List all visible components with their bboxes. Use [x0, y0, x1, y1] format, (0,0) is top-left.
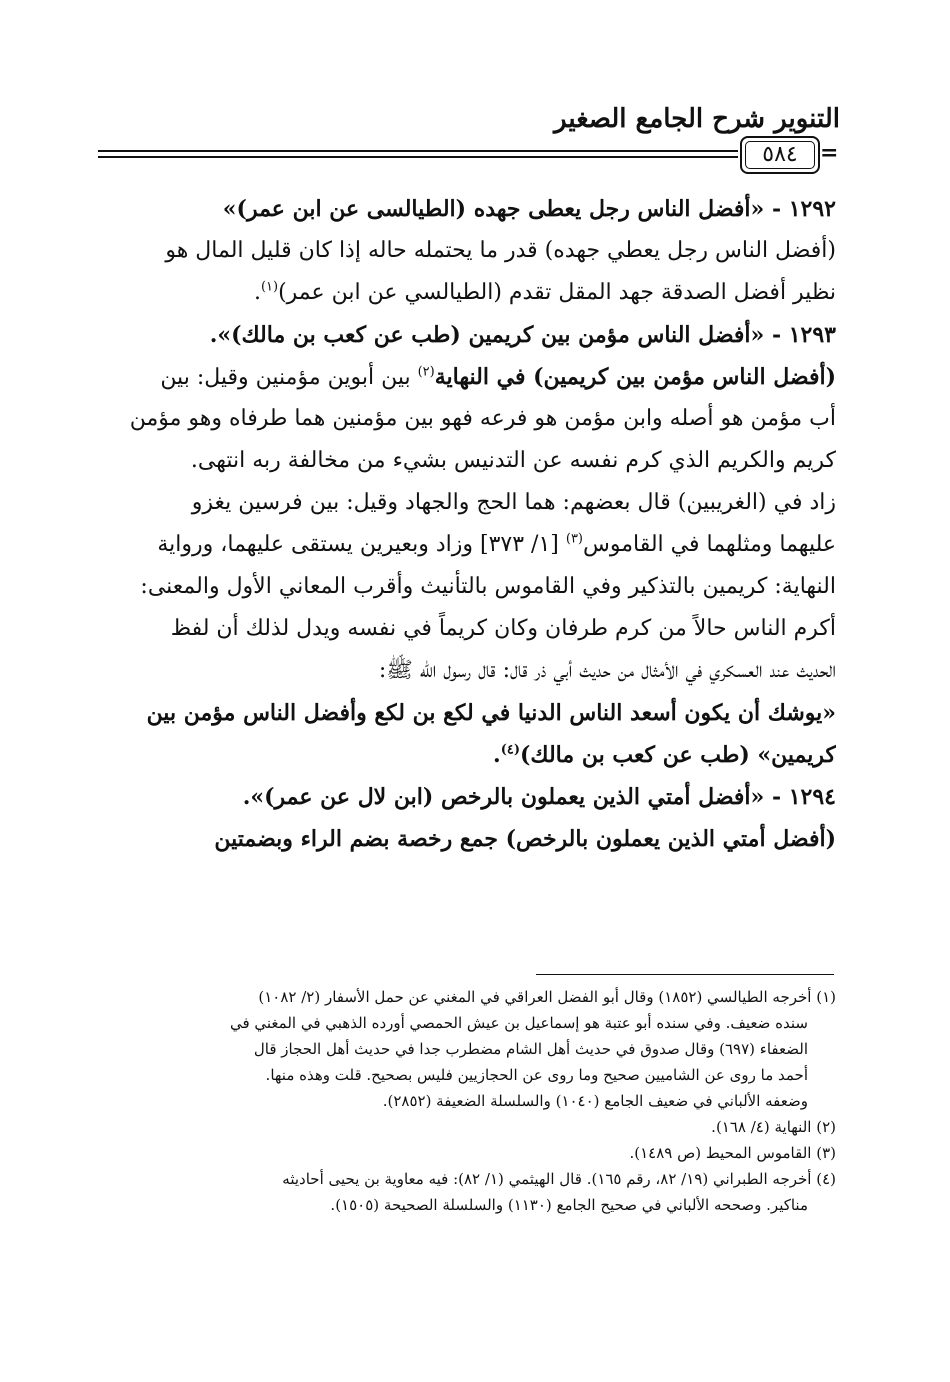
text-line: ١٢٩٤ - «أفضل أمتي الذين يعملون بالرخص (ابن لال عن عمر)».: [242, 784, 836, 810]
hadith-1294: [96, 776, 836, 818]
quoted-hadith-line: [96, 692, 836, 734]
text-line: (أفضل الناس مؤمن بين كريمين) في النهاية: [434, 364, 836, 390]
footnote-1-cont: وضعفه الألباني في ضعيف الجامع (١٠٤٠) والسلسلة الضعيفة (٢٨٥٢).: [382, 1092, 808, 1110]
footnote-4-cont: مناكير. وصححه الألباني في صحيح الجامع (١١٣٠) والسلسلة الصحيحة (١٥٠٥).: [330, 1196, 808, 1214]
header-rule-secondary: [98, 156, 738, 158]
line-end: .: [253, 280, 261, 305]
text-line: النهاية: كريمين بالتذكير وفي القاموس بالتأنيث وأقرب المعاني الأول والمعنى:: [140, 574, 836, 599]
text-line: ١٢٩٣ - «أفضل الناس مؤمن بين كريمين (طب عن كعب بن مالك)».: [209, 322, 836, 348]
hadith-1292: [96, 188, 836, 230]
footnote-ref-1[interactable]: (١): [260, 279, 279, 295]
footnote-4: (٤) أخرجه الطبراني (١٩/ ٨٢، رقم ١٦٥). قال الهيثمي (١/ ٨٢): فيه معاوية بن يحيى أحاديثه: [282, 1170, 836, 1188]
text-line: عليهما ومثلهما في القاموس: [583, 532, 836, 557]
commentary-line: [96, 440, 836, 482]
text-line: ١٢٩٢ - «أفضل الناس رجل يعطى جهده (الطيالسى عن ابن عمر)»: [222, 196, 836, 222]
commentary-line: [96, 272, 836, 314]
commentary-line: [96, 818, 836, 860]
commentary-line: [96, 566, 836, 608]
page-number-box: [740, 136, 820, 174]
footnote-ref-2[interactable]: (٢): [417, 364, 435, 380]
footnote-1: (١) أخرجه الطيالسي (١٨٥٢) وقال أبو الفضل العراقي في المغني عن حمل الأسفار (٢/ ١٠٨٢): [258, 988, 836, 1006]
text-line: «يوشك أن يكون أسعد الناس الدنيا في لكع بن لكع وأفضل الناس مؤمن بين: [146, 700, 836, 726]
footnote-separator: [536, 974, 834, 975]
page-ornament: =: [820, 140, 839, 166]
text-line: (أفضل أمتي الذين يعملون بالرخص) جمع رخصة بضم الراء وبضمتين: [214, 826, 836, 852]
text-line: أكرم الناس حالاً من كرم طرفان وكان كريماً في نفسه ويدل لذلك أن لفظ: [170, 616, 836, 641]
hadith-1293: [96, 314, 836, 356]
text-line: (أفضل الناس رجل يعطي جهده) قدر ما يحتمله حاله إذا كان قليل المال هو: [165, 238, 836, 263]
commentary-line: [96, 524, 836, 566]
text-line: الحديث عند العسكري في الأمثال من حديث أبي ذر قال: قال رسول الله ﷺ:: [378, 658, 836, 683]
commentary-line: [96, 230, 836, 272]
page-number: ٥٨٤: [762, 142, 798, 167]
main-text: [96, 188, 836, 860]
line-end: .: [493, 742, 501, 768]
commentary-line: [96, 482, 836, 524]
text-line: أب مؤمن هو أصله وابن مؤمن هو فرعه فهو بين مؤمنين هما طرفاه وهو مؤمن: [129, 406, 836, 431]
commentary-line: [96, 356, 836, 398]
quoted-hadith-line: [96, 734, 836, 776]
text-line: كريمين» (طب عن كعب بن مالك): [520, 742, 836, 768]
footnote-1-cont: سنده ضعيف. وفي سنده أبو عتبة هو إسماعيل بن عيش الحمصي أورده الذهبي في المغني في: [229, 1014, 808, 1032]
footnote-ref-4[interactable]: (٤): [500, 742, 521, 758]
text-line: كريم والكريم الذي كرم نفسه عن التدنيس بشيء من مخالفة ربه انتهى.: [190, 448, 836, 473]
commentary-line: [96, 608, 836, 650]
footnote-3: (٣) القاموس المحيط (ص ١٤٨٩).: [629, 1144, 836, 1162]
footnote-1-cont: أحمد ما روى عن الشاميين صحيح وما روى عن الحجازيين فليس بصحيح. قلت وهذه منها.: [265, 1066, 808, 1084]
commentary-line: [96, 398, 836, 440]
footnote-ref-3[interactable]: (٣): [565, 531, 583, 547]
text-line: بين أبوين مؤمنين وقيل: بين: [160, 365, 411, 390]
footnote-1-cont: الضعفاء (٦٩٧) وقال صدوق في حديث أهل الشام مضطرب جدا في حديث أهل الحجاز قال: [253, 1040, 808, 1058]
running-title: التنوير شرح الجامع الصغير: [554, 104, 840, 134]
commentary-line: [96, 650, 836, 692]
text-line: نظير أفضل الصدقة جهد المقل تقدم (الطيالسي عن ابن عمر): [278, 280, 836, 305]
footnote-2: (٢) النهاية (٤/ ١٦٨).: [711, 1118, 836, 1136]
header-rule: [98, 150, 738, 152]
text-line: زاد في (الغريبين) قال بعضهم: هما الحج والجهاد وقيل: بين فرسين يغزو: [191, 490, 836, 515]
footnotes: [96, 984, 836, 1218]
text-line: [١/ ٣٧٣] وزاد وبعيرين يستقى عليهما، ورواية: [157, 532, 559, 557]
